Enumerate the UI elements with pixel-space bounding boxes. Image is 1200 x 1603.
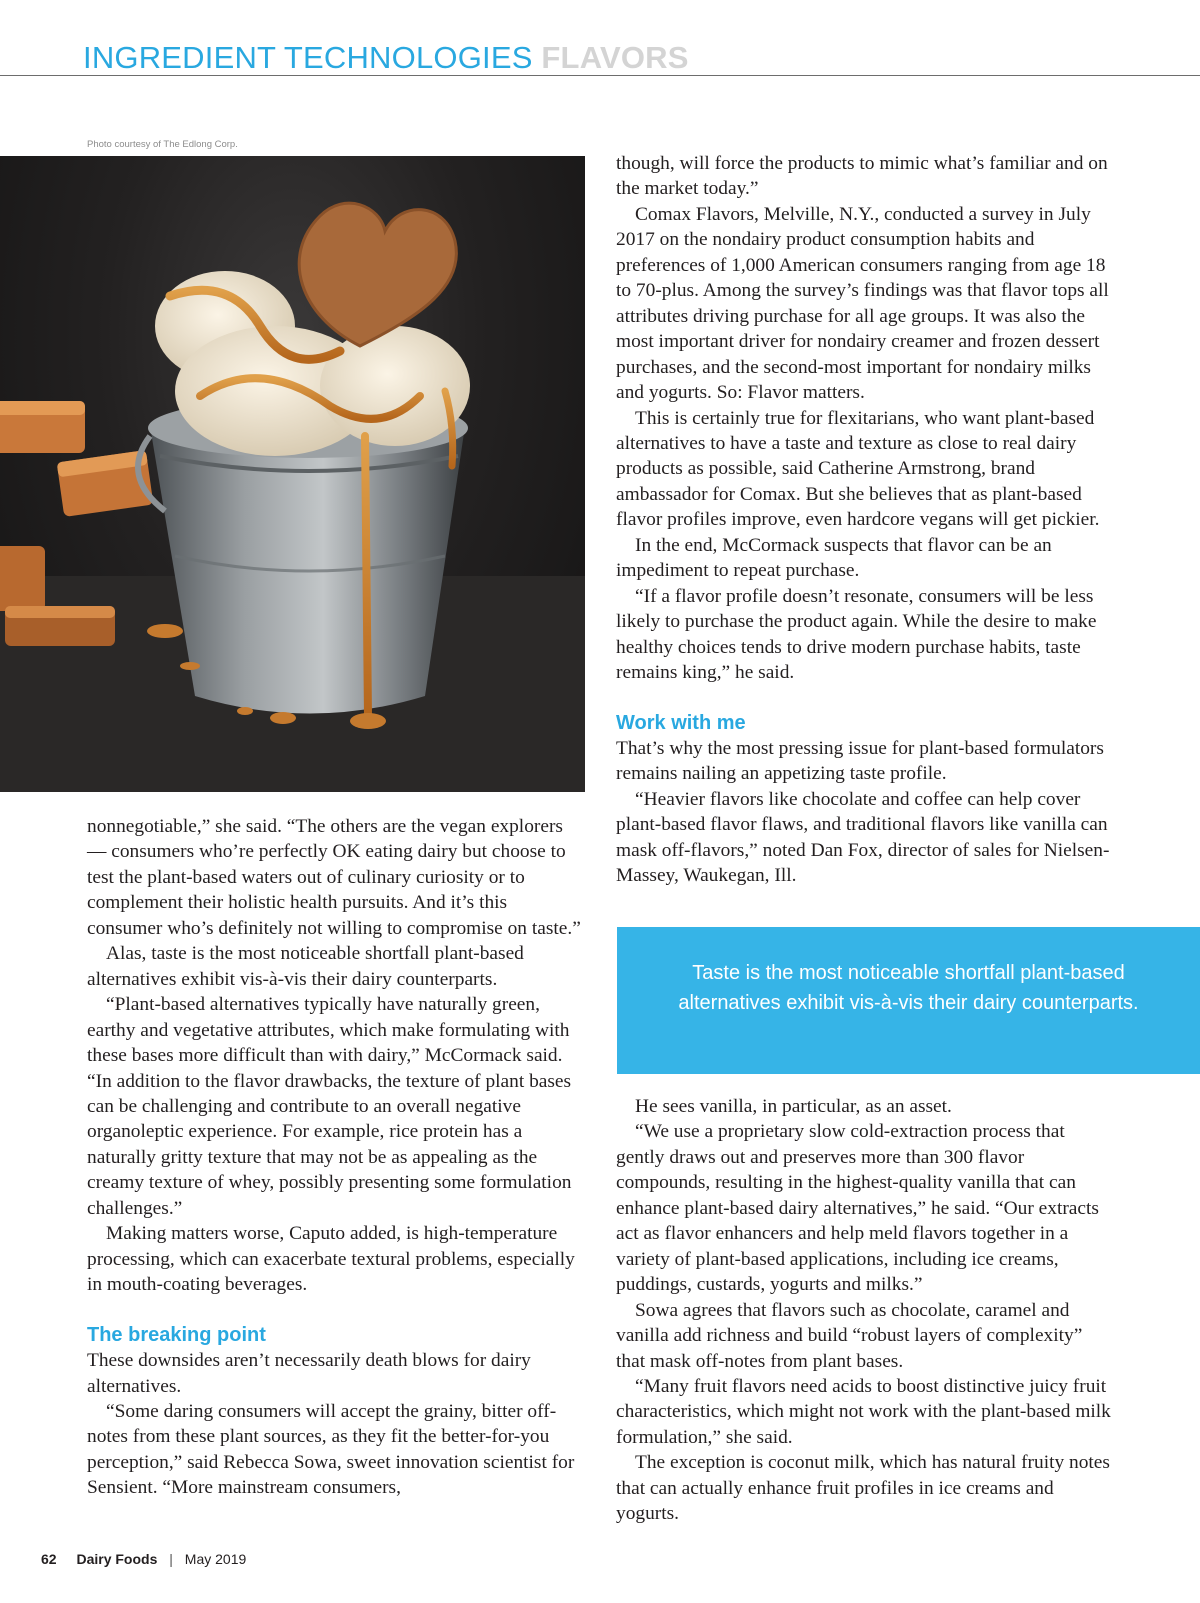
section-subtitle: FLAVORS (541, 40, 689, 75)
footer-separator: | (169, 1551, 173, 1567)
page-footer (41, 1551, 246, 1567)
body-paragraph: Alas, taste is the most noticeable shortfall plant-based alternatives exhibit vis-à-vis their dairy counterparts. (87, 943, 524, 990)
subhead: Work with me (616, 711, 746, 734)
body-paragraph: He sees vanilla, in particular, as an asset. (635, 1096, 952, 1117)
section-header (83, 40, 689, 80)
article-column-right-top (616, 151, 1116, 889)
body-paragraph: “Many fruit flavors need acids to boost distinctive juicy fruit characteristics, which might not work with the plant-based milk formulation,” she said. (616, 1375, 1111, 1448)
body-paragraph: The exception is coconut milk, which has natural fruity notes that can actually enhance fruit profiles in ice creams and yogurts. (616, 1452, 1110, 1525)
body-paragraph: “If a flavor profile doesn’t resonate, consumers will be less likely to purchase the product again. While the desire to make healthy choices tends to drive modern purchase habits, taste remains king,” he said. (616, 585, 1097, 684)
body-paragraph: nonnegotiable,” she said. “The others are the vegan explorers — consumers who’re perfectly OK eating dairy but choose to test the plant-based waters out of culinary curiosity or to complement their holistic health pursuits. And it’s this consumer who’s definitely not willing to compromise on taste.” (87, 816, 581, 939)
body-paragraph: “Some daring consumers will accept the grainy, bitter off-notes from these plant sources, as they fit the better-for-you perception,” said Rebecca Sowa, sweet innovation scientist for Sensient. “More mainstream consumers, (87, 1400, 575, 1499)
magazine-name: Dairy Foods (76, 1551, 158, 1567)
section-gap (87, 1298, 587, 1323)
body-paragraph: This is certainly true for flexitarians, who want plant-based alternatives to have a taste and texture as close to real dairy products as possible, said Catherine Armstrong, brand ambassador for Comax. But she believes that as plant-based flavor profiles improve, even hardcore vegans will get pickier. (616, 407, 1100, 531)
body-paragraph: Comax Flavors, Melville, N.Y., conducted a survey in July 2017 on the nondairy product consumption habits and preferences of 1,000 American consumers ranging from age 18 to 70-plus. Among the survey’s findings was that flavor tops all attributes driving purchase for all age groups. It was also the most important driver for nondairy creamer and frozen dessert purchases, and the second-most important for nondairy milks and yogurts. So: Flavor matters. (616, 203, 1109, 404)
article-column-left (87, 814, 587, 1501)
subhead: The breaking point (87, 1323, 266, 1346)
body-paragraph: Sowa agrees that flavors such as chocolate, caramel and vanilla add richness and build “robust layers of complexity” that mask off-notes from plant bases. (616, 1299, 1083, 1372)
body-paragraph: “We use a proprietary slow cold-extraction process that gently draws out and preserves more than 300 flavor compounds, resulting in the highest-quality vanilla that can enhance plant-based dairy alternatives,” he said. “Our extracts act as flavor enhancers and help meld flavors together in a variety of plant-based applications, including ice creams, puddings, custards, yogurts and milks.” (616, 1121, 1099, 1296)
body-paragraph: That’s why the most pressing issue for plant-based formulators remains nailing an appetizing taste profile. (616, 737, 1104, 785)
section-gap (616, 686, 1116, 711)
body-paragraph: “Heavier flavors like chocolate and coffee can help cover plant-based flavor flaws, and traditional flavors like vanilla can mask off-flavors,” noted Dan Fox, director of sales for Nielsen-Massey, Waukegan, Ill. (616, 788, 1110, 887)
article-column-right-bottom (616, 1094, 1116, 1527)
section-title: INGREDIENT TECHNOLOGIES (83, 40, 533, 75)
header-rule (0, 75, 1200, 76)
pull-quote: Taste is the most noticeable shortfall plant-based alternatives exhibit vis-à-vis their dairy counterparts. (617, 927, 1200, 1074)
issue-date: May 2019 (184, 1551, 247, 1567)
body-paragraph: “Plant-based alternatives typically have naturally green, earthy and vegetative attributes, which make formulating with these bases more difficult than with dairy,” McCormack said. “In addition to the flavor drawbacks, the texture of plant bases can be challenging and contribute to an overall negative organoleptic experience. For example, rice protein has a naturally gritty texture that may not be as appealing as the creamy texture of whey, possibly presenting some formulation challenges.” (87, 994, 572, 1219)
heart-cookie (299, 203, 456, 346)
ice-cream-bucket-illustration (0, 156, 585, 792)
feature-photo (0, 156, 585, 792)
photo-credit: Photo courtesy of The Edlong Corp. (87, 139, 238, 150)
body-paragraph: In the end, McCormack suspects that flavor can be an impediment to repeat purchase. (616, 534, 1052, 582)
page-number: 62 (41, 1551, 57, 1567)
body-paragraph: Making matters worse, Caputo added, is high-temperature processing, which can exacerbate textural problems, especially in mouth-coating beverages. (87, 1223, 575, 1296)
body-paragraph: though, will force the products to mimic what’s familiar and on the market today.” (616, 153, 1108, 200)
body-paragraph: These downsides aren’t necessarily death blows for dairy alternatives. (87, 1350, 531, 1397)
